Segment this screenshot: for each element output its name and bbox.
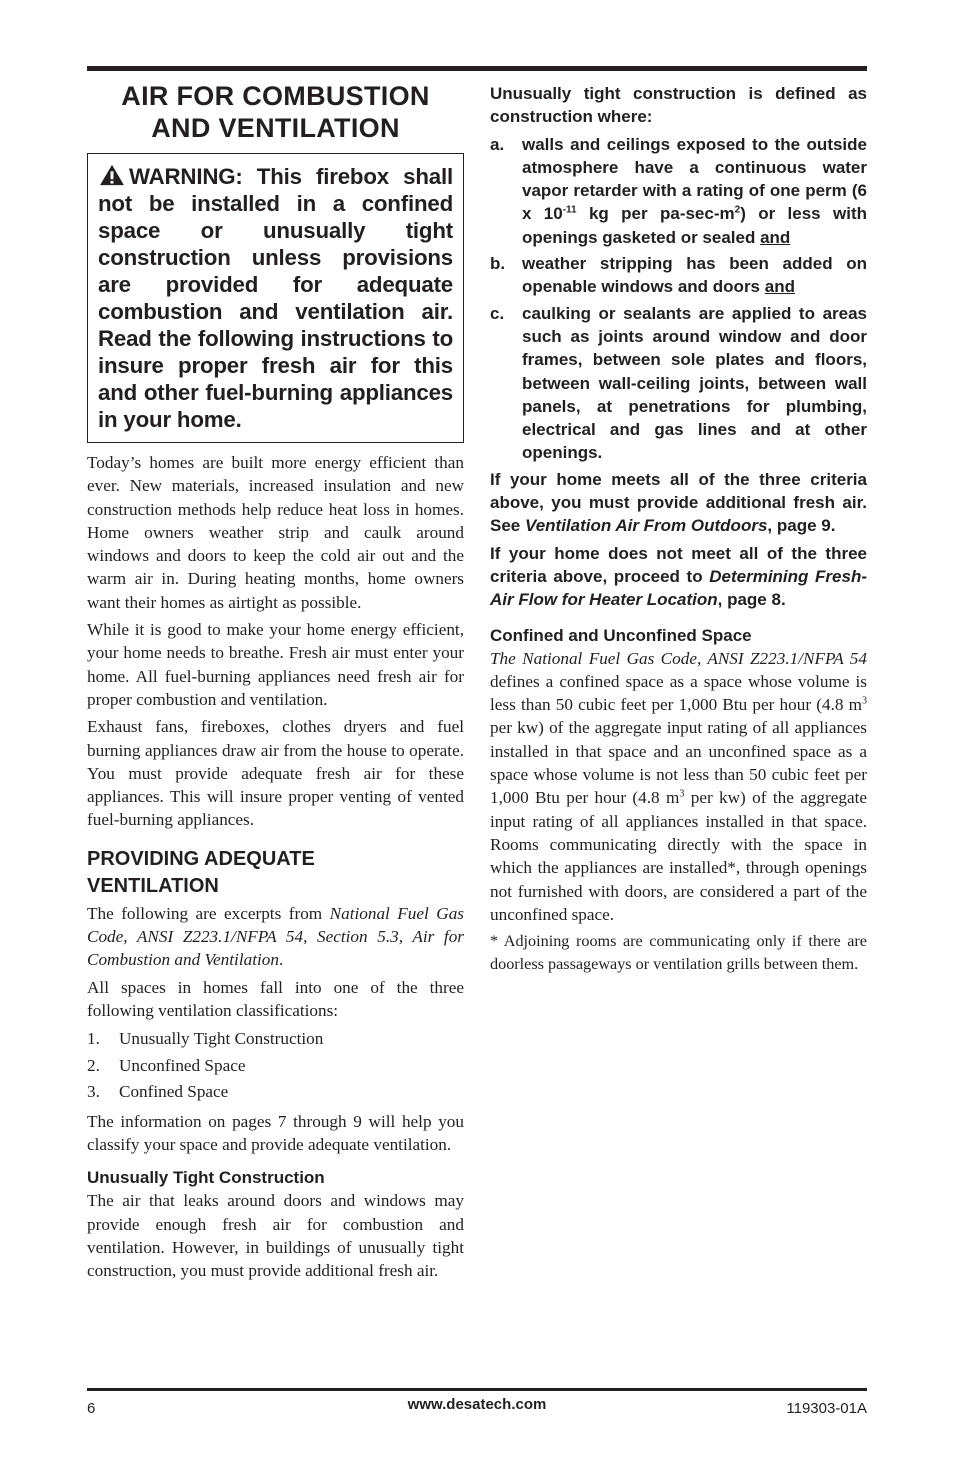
confined-space-heading: Confined and Unconfined Space: [490, 625, 752, 645]
item-letter: c.: [490, 303, 505, 323]
underlined-and: and: [764, 277, 795, 297]
not-meet-criteria-paragraph: [490, 542, 867, 612]
item-text: [522, 252, 867, 299]
confined-space-paragraph: [490, 647, 867, 927]
tight-construction-heading: Unusually Tight Construction: [87, 1168, 325, 1188]
item-text-part: walls and ceilings exposed to the outside atmosphere have a continuous water vapor retarder with a rating of one perm (6 x 10: [522, 134, 867, 224]
item-text-part: ) or less with openings gasketed or sealed: [522, 204, 867, 247]
list-item-text: Unconfined Space: [119, 1055, 246, 1075]
top-rule: [87, 66, 867, 71]
tight-construction-paragraph: The air that leaks around doors and windows may provide enough fresh air for combustion and ventilation. However, in buildings of unusually tight construction, you must provide additional fresh air.: [87, 1191, 464, 1281]
excerpt-suffix: .: [278, 950, 284, 970]
definition-list: [490, 133, 867, 465]
definition-intro: Unusually tight construction is defined as construction where:: [490, 84, 867, 127]
providing-heading-line-1: PROVIDING ADEQUATE: [87, 847, 315, 870]
title-line-1: AIR FOR COMBUSTION: [121, 81, 430, 111]
warning-box: [87, 153, 464, 443]
not-meet-page: , page 8.: [717, 590, 786, 610]
list-item: [87, 1079, 464, 1106]
info-paragraph: The information on pages 7 through 9 will help you classify your space and provide adequate ventilation.: [87, 1111, 464, 1155]
not-meet-text: If your home does not meet all of the three criteria above, proceed to: [490, 543, 867, 586]
meets-criteria-paragraph: [490, 468, 867, 538]
item-text: caulking or sealants are applied to areas such as joints around window and door frames, between sole plates and floors, between wall-ceiling joints, between wall panels, at penetrations for plumbing, electrical and gas lines and at other openings.: [522, 303, 867, 463]
list-item-text: Confined Space: [119, 1082, 229, 1102]
classification-list: [87, 1026, 464, 1106]
not-meet-reference: Determining Fresh-Air Flow for Heater Location: [490, 566, 867, 610]
confined-code-reference: The National Fuel Gas Code, ANSI Z223.1/NFPA 54: [490, 648, 867, 668]
excerpt-prefix: The following are excerpts from: [87, 903, 330, 923]
definition-item-c: [490, 302, 867, 465]
page-number: 6: [87, 1400, 96, 1417]
definition-item-a: [490, 133, 867, 249]
superscript: -11: [562, 204, 577, 216]
superscript: 3: [679, 788, 685, 800]
item-letter: a.: [490, 134, 505, 154]
warning-triangle-icon: [98, 164, 126, 186]
providing-heading-line-2: VENTILATION: [87, 874, 219, 897]
confined-text-part: per kw) of the aggregate input rating of all appliances installed in that space and an unconfined space as a space whose volume is not less than 50 cubic feet per 1,000 Btu per hour (4.8 m: [490, 718, 867, 808]
list-item-number: 1.: [87, 1029, 100, 1049]
list-item-number: 3.: [87, 1082, 100, 1102]
classification-intro: All spaces in homes fall into one of the three following ventilation classifications:: [87, 977, 464, 1020]
warning-text: WARNING: This firebox shall not be installed in a confined space or unusually tight construction unless provisions are provided for adequate combustion and ventilation air. Read the following instructions to insure proper fresh air for this and other fuel-burning appliances in your home.: [98, 164, 453, 432]
list-item-text: Unusually Tight Construction: [119, 1029, 324, 1049]
title-line-2: AND VENTILATION: [151, 113, 400, 143]
superscript: 2: [734, 204, 741, 216]
footnote: * Adjoining rooms are communicating only if there are doorless passageways or ventilation grills between them.: [490, 932, 867, 974]
intro-paragraph-2: While it is good to make your home energy efficient, your home needs to breathe. Fresh air must enter your home. All fuel-burning appliances need fresh air for proper combustion and ventilation.: [87, 620, 464, 709]
item-text-part: weather stripping has been added on openable windows and doors: [522, 254, 867, 297]
page-footer: [87, 1396, 867, 1420]
intro-paragraph-1: Today’s homes are built more energy efficient than ever. New materials, increased insulation and new construction methods help reduce heat loss in homes. Home owners weather strip and caulk around windows and doors to keep the cold air out and the warm air in. During heating months, home owners want their homes as airtight as possible.: [87, 453, 464, 612]
meets-text: If your home meets all of the three criteria above, you must provide additional fresh air. See: [490, 469, 867, 536]
item-letter: b.: [490, 254, 506, 274]
superscript: 3: [862, 695, 867, 707]
excerpt-paragraph: [87, 902, 464, 972]
definition-item-b: [490, 252, 867, 299]
item-text: [522, 133, 867, 249]
bottom-rule: [87, 1388, 867, 1391]
meets-page: , page 9.: [767, 516, 836, 536]
confined-text-part: per kw) of the aggregate input rating of all appliances installed in that space. Rooms communicating directly with the space in which the appliances are installed*, through openings not furnished with doors, are considered a part of the unconfined space.: [490, 788, 867, 924]
providing-ventilation-heading: [87, 846, 464, 900]
intro-paragraph-3: Exhaust fans, fireboxes, clothes dryers and fuel burning appliances draw air from the house to operate. You must provide adequate fresh air for these appliances. This will insure proper venting of vented fuel-burning appliances.: [87, 717, 464, 830]
meets-reference: Ventilation Air From Outdoors: [524, 516, 768, 536]
right-column: [490, 82, 867, 980]
list-item: [87, 1053, 464, 1080]
list-item: [87, 1026, 464, 1053]
website-link[interactable]: www.desatech.com: [407, 1396, 547, 1413]
list-item-number: 2.: [87, 1055, 100, 1075]
document-code: 119303-01A: [786, 1400, 867, 1417]
underlined-and: and: [760, 227, 791, 247]
excerpt-source: National Fuel Gas Code, ANSI Z223.1/NFPA 54, Section 5.3, Air for Combustion and Ventilation: [87, 903, 464, 970]
page-title: [87, 80, 464, 144]
item-text-part: kg per pa-sec-m: [576, 204, 735, 224]
confined-text-part: defines a confined space as a space whose volume is less than 50 cubic feet per 1,000 Btu per hour (4.8 m: [490, 671, 867, 715]
left-column: [87, 80, 464, 1287]
